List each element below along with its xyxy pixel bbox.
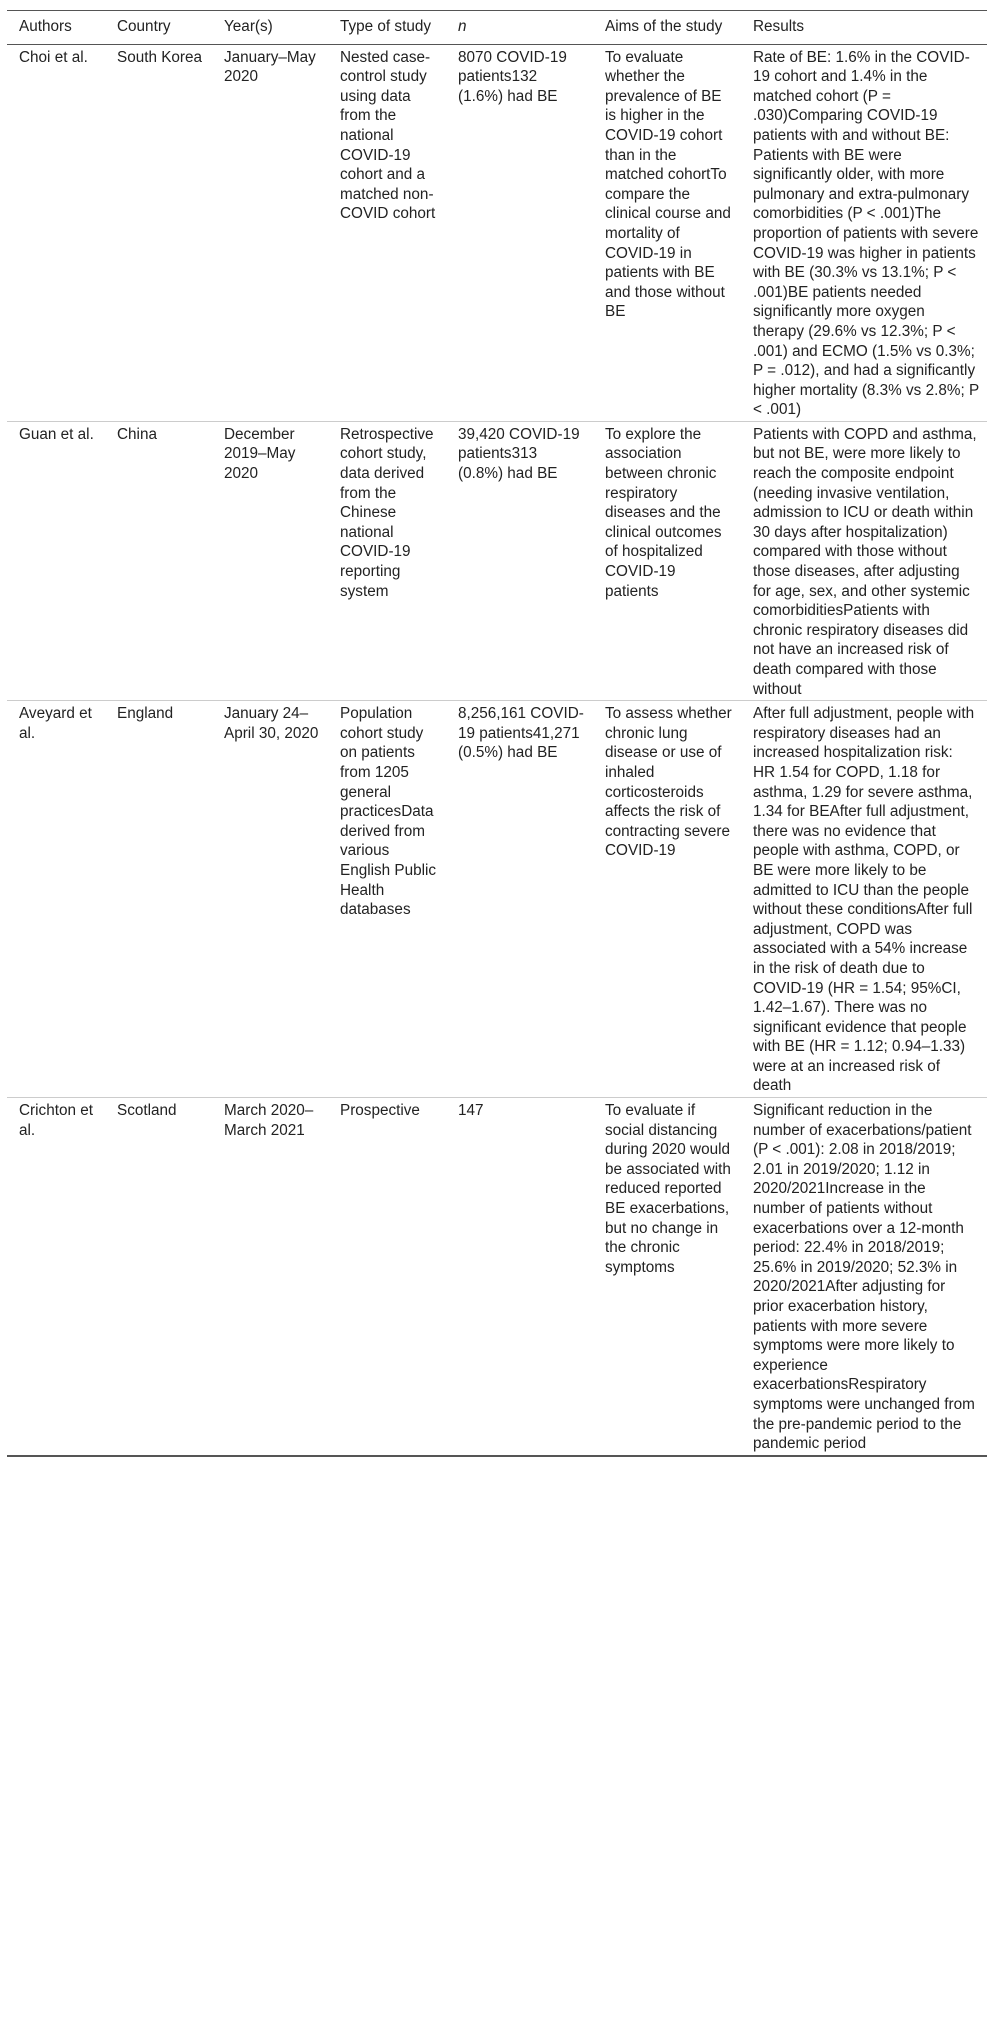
- cell-aims: To evaluate if social distancing during 2020 would be associated with reduced reported BE exacerbations, but no change in the chronic symptoms: [605, 1102, 731, 1276]
- header-results: Results: [753, 18, 805, 35]
- cell-type-of-study: Prospective: [340, 1102, 420, 1120]
- cell-type-of-study: Retrospective cohort study, data derived from the Chinese national COVID-19 reporting system: [340, 425, 434, 600]
- header-authors: Authors: [19, 18, 72, 35]
- cell-n: 8070 COVID-19 patients132 (1.6%) had BE: [458, 48, 567, 105]
- cell-type-of-study: Nested case-control study using data from the national COVID-19 cohort and a matched non-COVID cohort: [340, 48, 436, 223]
- studies-table-container: [7, 10, 987, 1457]
- header-n: n: [458, 18, 467, 35]
- cell-country: England: [117, 705, 174, 723]
- cell-results: Patients with COPD and asthma, but not BE, were more likely to reach the composite endpoint (needing invasive ventilation, admission to ICU or death within 30 days after hospitalization) compared with those without those diseases, after adjusting for age, sex, and other systemic comorbiditiesPatients with chronic respiratory diseases did not have an increased risk of death compared with those without: [753, 425, 977, 698]
- cell-years: December 2019–May 2020: [224, 425, 296, 483]
- cell-authors: Crichton et al.: [19, 1102, 93, 1139]
- cell-authors: Aveyard et al.: [19, 705, 92, 742]
- cell-results: Significant reduction in the number of exacerbations/patient (P < .001): 2.08 in 2018/2019; 2.01 in 2019/2020; 1.12 in 2020/2021Increase in the number of patients without exacerbations over a 12-month period: 22.4% in 2018/2019; 25.6% in 2019/2020; 52.3% in 2020/2021After adjusting for prior exacerbation history, patients with more severe symptoms were more likely to experience exacerbationsRespiratory symptoms were unchanged from the pre-pandemic period to the pandemic period: [753, 1102, 975, 1453]
- table-row: [7, 44, 987, 421]
- cell-authors: Guan et al.: [19, 425, 94, 443]
- cell-n: 39,420 COVID-19 patients313 (0.8%) had BE: [458, 425, 580, 483]
- cell-years: March 2020–March 2021: [224, 1102, 314, 1139]
- studies-table: [7, 10, 987, 1457]
- header-years: Year(s): [224, 18, 273, 35]
- cell-country: China: [117, 425, 157, 443]
- header-type-of-study: Type of study: [340, 18, 431, 35]
- table-row: [7, 421, 987, 700]
- cell-n: 8,256,161 COVID-19 patients41,271 (0.5%) had BE: [458, 705, 584, 762]
- cell-aims: To assess whether chronic lung disease or use of inhaled corticosteroids affects the risk of contracting severe COVID-19: [605, 705, 732, 860]
- cell-years: January–May 2020: [224, 48, 316, 86]
- table-row: [7, 1098, 987, 1456]
- table-row: [7, 701, 987, 1098]
- header-country: Country: [117, 18, 171, 35]
- cell-results: Rate of BE: 1.6% in the COVID-19 cohort and 1.4% in the matched cohort (P = .030)Comparing COVID-19 patients with and without BE: Patients with BE were significantly older, with more pulmonary and extra-pulmonary comorbidities (P < .001)The proportion of patients with severe COVID-19 was higher in patients with BE (30.3% vs 13.1%; P < .001)BE patients needed significantly more oxygen therapy (29.6% vs 12.3%; P < .001) and ECMO (1.5% vs 0.3%; P = .012), and had a significantly higher mortality (8.3% vs 2.8%; P < .001): [753, 48, 979, 419]
- cell-results: After full adjustment, people with respiratory diseases had an increased hospitalization risk: HR 1.54 for COPD, 1.18 for asthma, 1.29 for severe asthma, 1.34 for BEAfter full adjustment, there was no evidence that people with asthma, COPD, or BE were more likely to be admitted to ICU than the people without these conditionsAfter full adjustment, COPD was associated with a 54% increase in the risk of death due to COVID-19 (HR = 1.54; 95%CI, 1.42–1.67). There was no significant evidence that people with BE (HR = 1.12; 0.94–1.33) were at an increased risk of death: [753, 705, 975, 1095]
- cell-country: Scotland: [117, 1102, 177, 1120]
- table-header-row: [7, 11, 987, 45]
- cell-aims: To explore the association between chronic respiratory diseases and the clinical outcomes of hospitalized COVID-19 patients: [605, 425, 722, 600]
- cell-type-of-study: Population cohort study on patients from 1205 general practicesData derived from various English Public Health databases: [340, 705, 437, 919]
- cell-aims: To evaluate whether the prevalence of BE is higher in the COVID-19 cohort than in the matched cohortTo compare the clinical course and mortality of COVID-19 in patients with BE and those without BE: [605, 48, 731, 321]
- cell-authors: Choi et al.: [19, 48, 88, 66]
- cell-country: South Korea: [117, 48, 203, 66]
- header-aims: Aims of the study: [605, 18, 723, 35]
- cell-years: January 24–April 30, 2020: [224, 705, 319, 742]
- cell-n: 147: [458, 1102, 484, 1120]
